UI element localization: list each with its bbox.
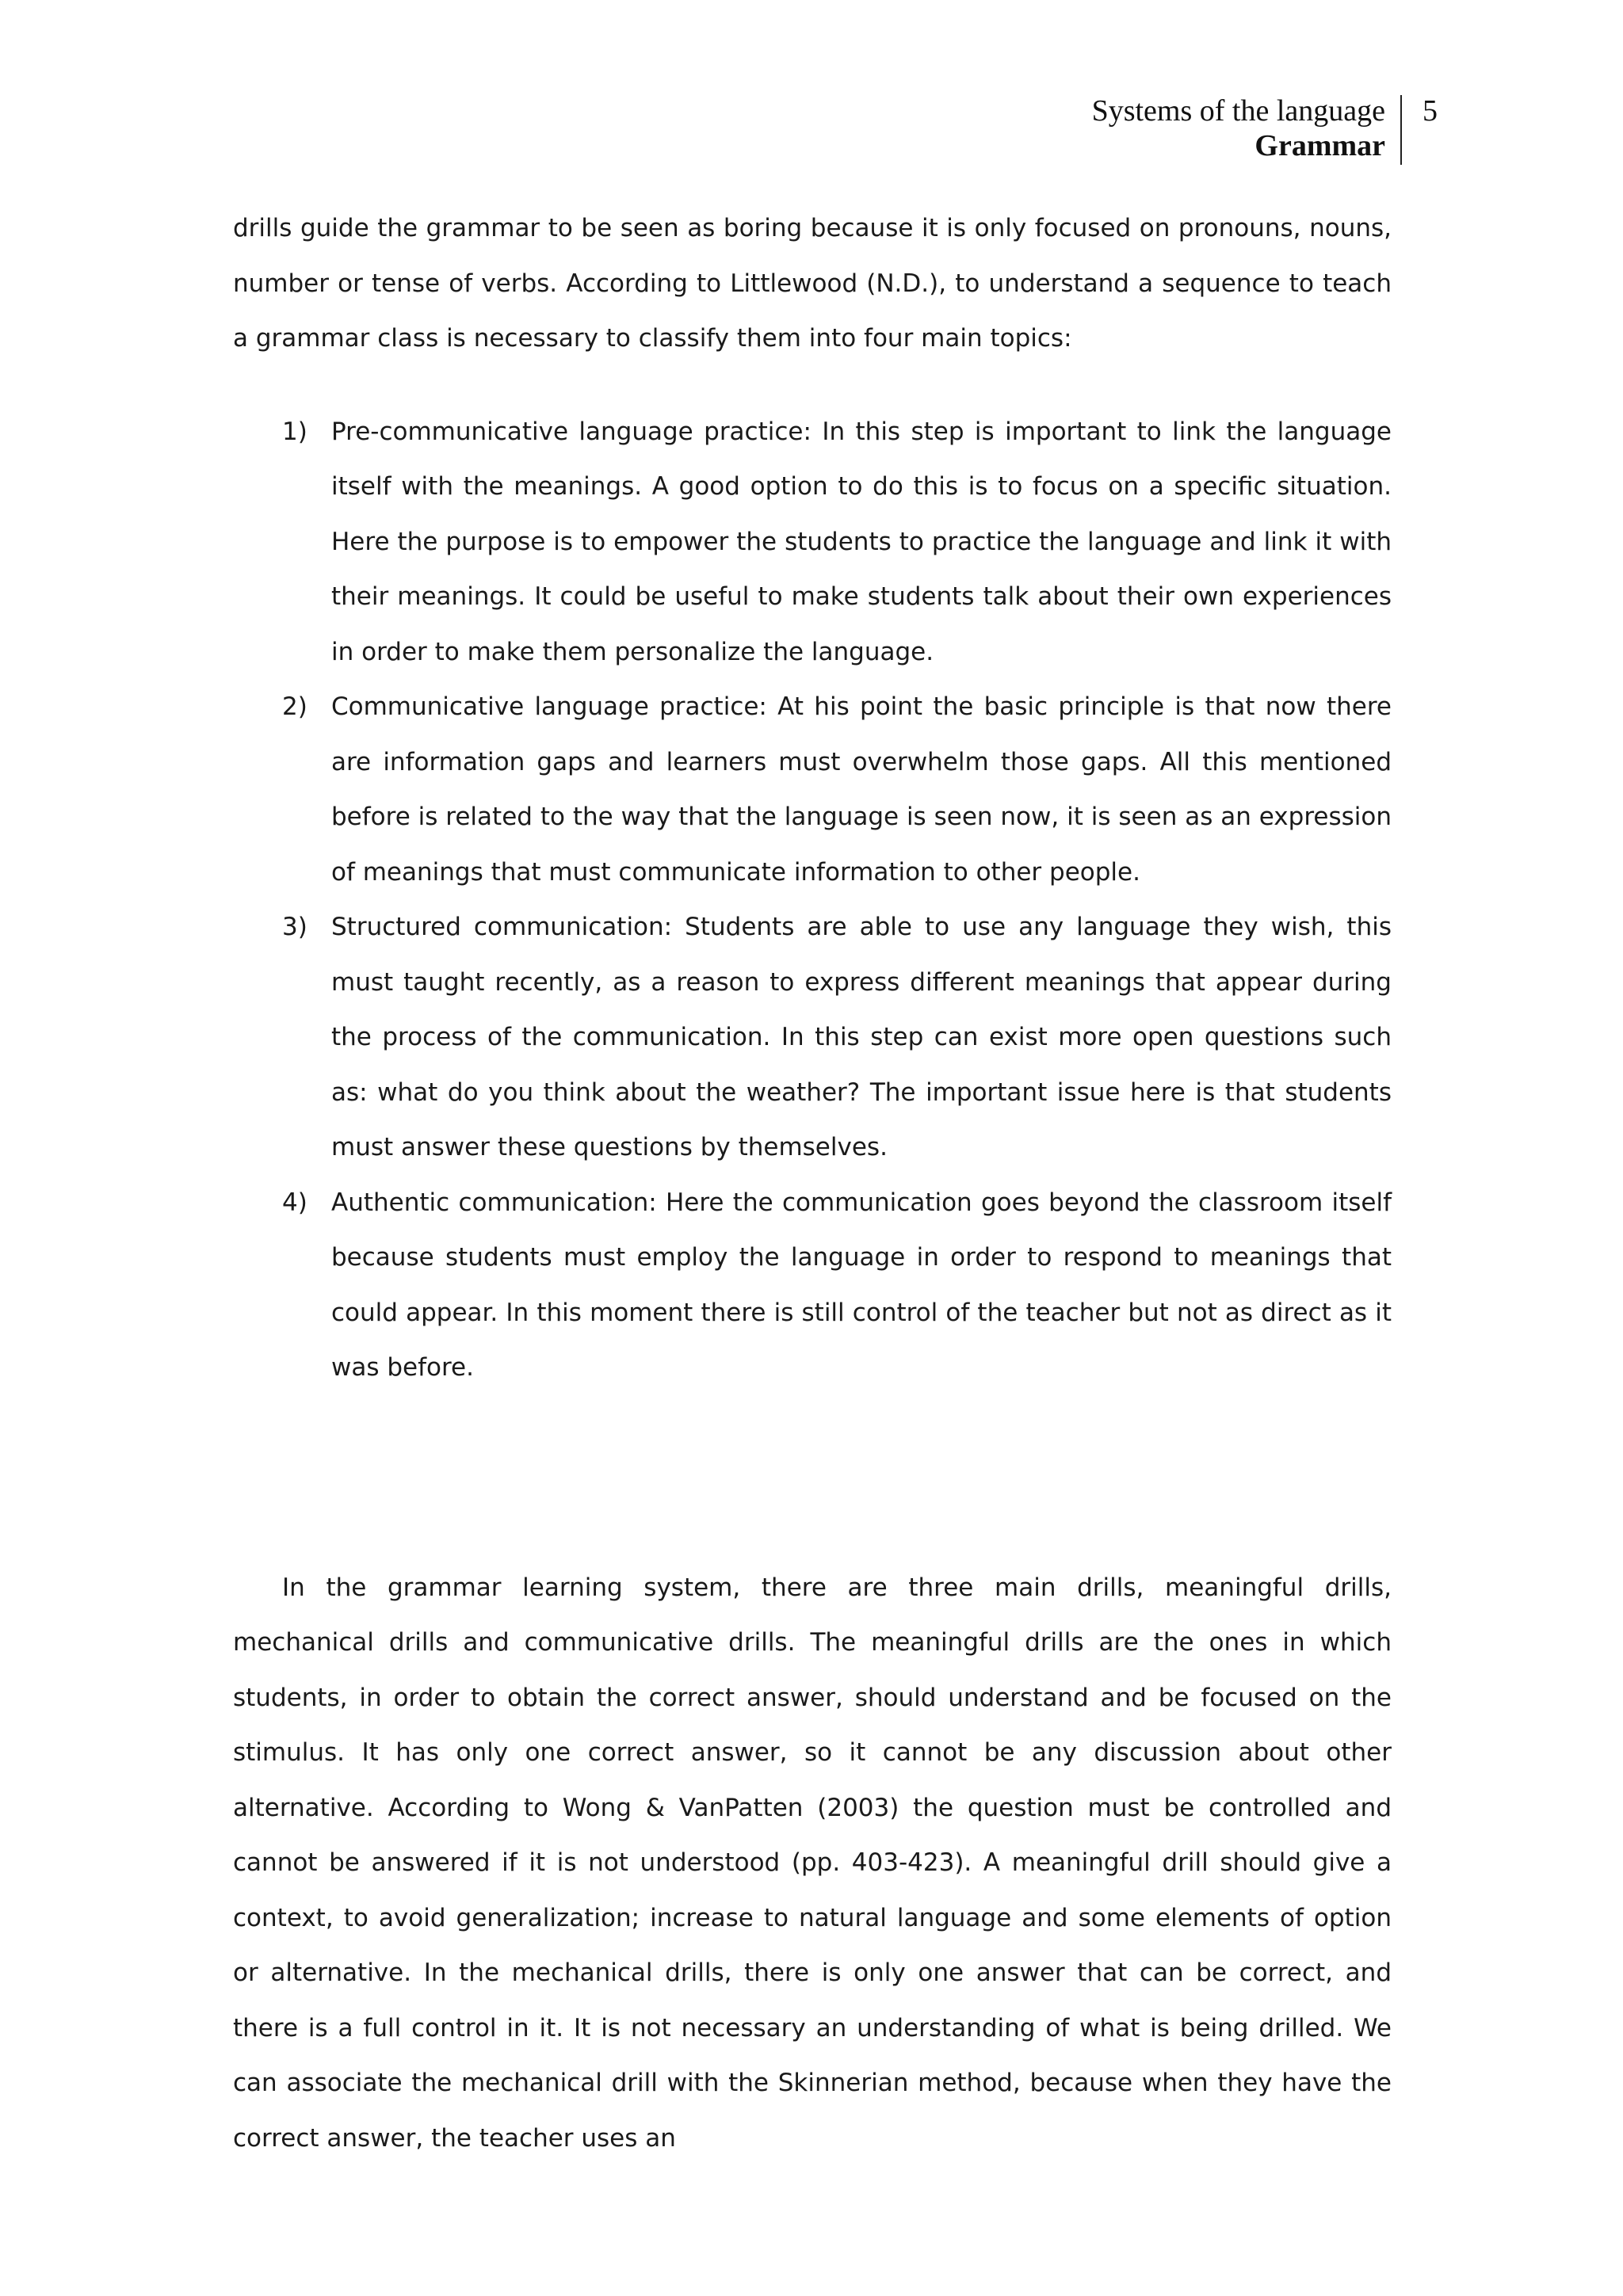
section-spacer bbox=[233, 1396, 1392, 1561]
topics-list bbox=[233, 405, 1392, 1396]
running-header bbox=[1092, 93, 1385, 163]
list-item bbox=[233, 900, 1392, 1176]
list-item bbox=[233, 680, 1392, 900]
body-paragraph: In the grammar learning system, there are three main drills, meaningful drills, mechanical drills and communicative drills. The meaningful drills are the ones in which students, in order to obtain the correct answer, should understand and be focused on the stimulus. It has only one correct answer, so it cannot be any discussion about other alternative. According to Wong & VanPatten (2003) the question must be controlled and cannot be answered if it is not understood (pp. 403-423). A meaningful drill should give a context, to avoid generalization; increase to natural language and some elements of option or alternative. In the mechanical drills, there is only one answer that can be correct, and there is a full control in it. It is not necessary an understanding of what is being drilled. We can associate the mechanical drill with the Skinnerian method, because when they have the correct answer, the teacher uses an bbox=[233, 1573, 1392, 2153]
list-item-number: 4) bbox=[282, 1188, 307, 1217]
header-divider bbox=[1400, 95, 1402, 165]
list-item bbox=[233, 405, 1392, 681]
header-subtitle: Grammar bbox=[1254, 129, 1385, 162]
list-item-number: 3) bbox=[282, 913, 307, 941]
page-content bbox=[233, 201, 1392, 2166]
list-item bbox=[233, 1176, 1392, 1396]
list-item-text: Authentic communication: Here the communication goes beyond the classroom itself because students must employ the language in order to respond to meanings that could appear. In this moment there is still control of the teacher but not as direct as it was before. bbox=[331, 1188, 1392, 1382]
header-title: Systems of the language bbox=[1091, 94, 1385, 128]
page-number: 5 bbox=[1423, 94, 1438, 128]
list-item-number: 1) bbox=[282, 417, 307, 446]
intro-paragraph: drills guide the grammar to be seen as boring because it is only focused on pronouns, nouns, number or tense of verbs. According to Littlewood (N.D.), to understand a sequence to teach a grammar class is necessary to classify them into four main topics: bbox=[233, 214, 1392, 353]
list-item-text: Structured communication: Students are able to use any language they wish, this must taught recently, as a reason to express different meanings that appear during the process of the communication. In this step can exist more open questions such as: what do you think about the weather? The important issue here is that students must answer these questions by themselves. bbox=[331, 913, 1392, 1161]
list-item-text: Pre-communicative language practice: In this step is important to link the language itself with the meanings. A good option to do this is to focus on a specific situation. Here the purpose is to empower the students to practice the language and link it with their meanings. It could be useful to make students talk about their own experiences in order to make them personalize the language. bbox=[331, 417, 1392, 666]
list-item-text: Communicative language practice: At his point the basic principle is that now there are information gaps and learners must overwhelm those gaps. All this mentioned before is related to the way that the language is seen now, it is seen as an expression of meanings that must communicate information to other people. bbox=[331, 692, 1392, 887]
list-item-number: 2) bbox=[282, 692, 307, 721]
